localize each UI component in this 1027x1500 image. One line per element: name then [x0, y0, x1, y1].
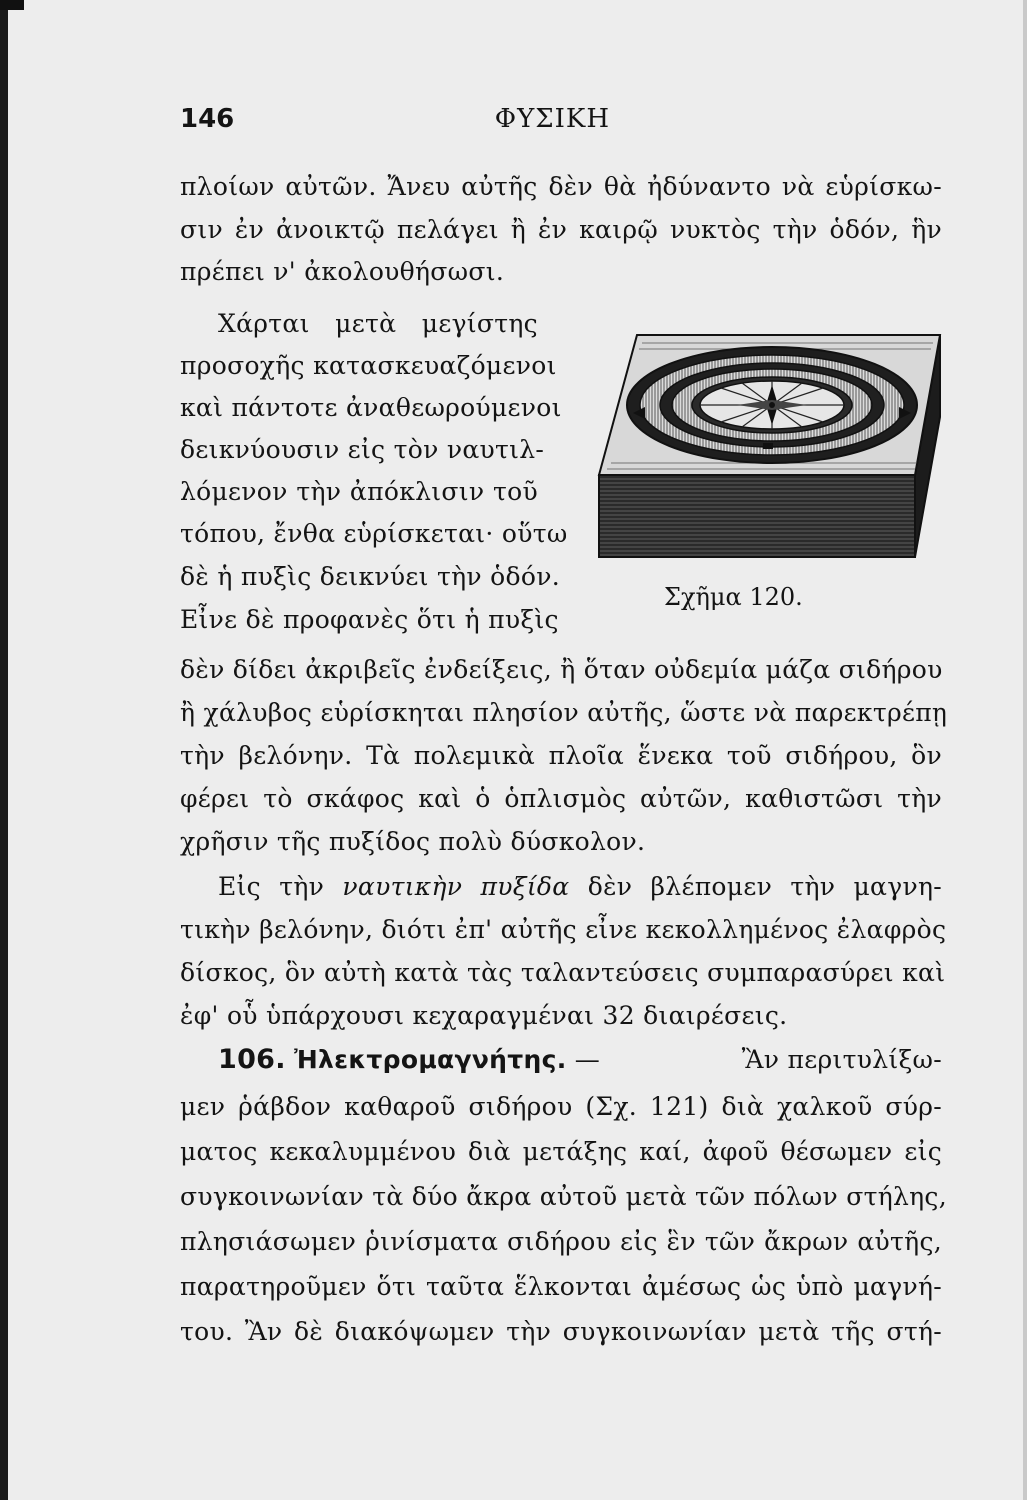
page-number: 146 — [180, 104, 235, 134]
text-line: παρατηροῦμεν ὅτι ταῦτα ἕλκονται ἀμέσως ὡς ὑπὸ μαγνή- — [180, 1272, 942, 1301]
text-run: Ἂν περιτυλίξω- — [741, 1045, 942, 1074]
text-line: λόμενον τὴν ἀπόκλισιν τοῦ — [180, 477, 538, 506]
text-line: Εἶνε δὲ προφανὲς ὅτι ἡ πυξὶς — [180, 605, 559, 634]
text-line: δεικνύουσιν εἰς τὸν ναυτιλ- — [180, 435, 545, 464]
italic-term: ναυτικὴν πυξίδα — [342, 872, 570, 901]
section-heading — [218, 1045, 600, 1075]
text-line: δίσκος, ὃν αὐτὴ κατὰ τὰς ταλαντεύσεις συμπαρασύρει καὶ — [180, 958, 946, 987]
text-line: πρέπει ν' ἀκολουθήσωσι. — [180, 257, 505, 286]
text-line: πλοίων αὐτῶν. Ἄνευ αὐτῆς δὲν θὰ ἠδύναντο νὰ εὑρίσκω- — [180, 172, 942, 201]
text-line: τὴν βελόνην. Τὰ πολεμικὰ πλοῖα ἕνεκα τοῦ σιδήρου, ὃν — [180, 741, 942, 770]
text-line: Χάρται μετὰ μεγίστης — [218, 309, 538, 338]
text-line: ἢ χάλυβος εὑρίσκηται πλησίον αὐτῆς, ὥστε νὰ παρεκτρέπῃ — [180, 698, 948, 727]
text-run: Εἰς τὴν — [218, 872, 343, 901]
text-line: φέρει τὸ σκάφος καὶ ὁ ὁπλισμὸς αὐτῶν, καθιστῶσι τὴν — [180, 784, 942, 813]
text-line: ἐφ' οὗ ὑπάρχουσι κεχαραγμέναι 32 διαιρέσεις. — [180, 1001, 788, 1030]
text-line: ματος κεκαλυμμένου διὰ μετάξης καί, ἀφοῦ θέσωμεν εἰς — [180, 1137, 942, 1166]
text-line: συγκοινωνίαν τὰ δύο ἄκρα αὐτοῦ μετὰ τῶν πόλων στήλης, — [180, 1182, 947, 1211]
text-line: χρῆσιν τῆς πυξίδος πολὺ δύσκολον. — [180, 827, 646, 856]
text-line: δὲ ἡ πυξὶς δεικνύει τὴν ὁδόν. — [180, 562, 560, 591]
text-run: δὲν βλέπομεν τὴν μαγνη- — [569, 872, 943, 901]
page-corner-shadow — [0, 0, 24, 10]
compass-illustration — [597, 325, 942, 560]
text-line: τόπου, ἔνθα εὑρίσκεται· οὕτω — [180, 519, 568, 548]
running-title: ΦΥΣΙΚΗ — [494, 104, 610, 134]
page-edge-light — [1023, 0, 1027, 1500]
section-number: 106. — [218, 1044, 286, 1075]
text-line: σιν ἐν ἀνοικτῷ πελάγει ἢ ἐν καιρῷ νυκτὸς τὴν ὁδόν, ἣν — [180, 215, 942, 244]
text-line: πλησιάσωμεν ῥινίσματα σιδήρου εἰς ἓν τῶν ἄκρων αὐτῆς, — [180, 1227, 942, 1256]
section-heading-line — [218, 1045, 942, 1075]
section-title: Ἠλεκτρομαγνήτης. — [294, 1045, 567, 1074]
section-dash: — — [566, 1045, 601, 1074]
text-line: δὲν δίδει ἀκριβεῖς ἐνδείξεις, ἢ ὅταν οὐδεμία μάζα σιδήρου — [180, 655, 943, 684]
page-header — [180, 104, 610, 138]
text-line: προσοχῆς κατασκευαζόμενοι — [180, 351, 557, 380]
page-edge-shadow — [0, 0, 8, 1500]
text-line: του. Ἂν δὲ διακόψωμεν τὴν συγκοινωνίαν μετὰ τῆς στή- — [180, 1317, 942, 1346]
text-line: τικὴν βελόνην, διότι ἐπ' αὐτῆς εἶνε κεκολλημένος ἐλαφρὸς — [180, 915, 947, 944]
text-line: καὶ πάντοτε ἀναθεωρούμενοι — [180, 393, 562, 422]
figure-caption: Σχῆμα 120. — [664, 583, 803, 611]
text-line: μεν ῥάβδον καθαροῦ σιδήρου (Σχ. 121) διὰ χαλκοῦ σύρ- — [180, 1092, 942, 1121]
text-line-mixed — [218, 872, 942, 902]
